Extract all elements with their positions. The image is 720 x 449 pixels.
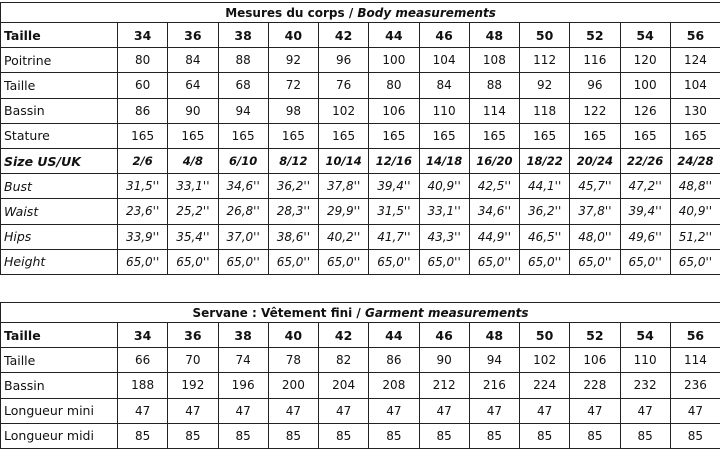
row-value: 112: [520, 48, 570, 73]
table-row: [1, 348, 720, 373]
row-value: 44: [369, 323, 419, 348]
row-value: 188: [118, 373, 168, 398]
table-row: [1, 174, 720, 199]
row-value: 165: [670, 123, 720, 148]
table-row: [1, 373, 720, 398]
garment-measurements-table: [0, 302, 720, 449]
row-value: 50: [520, 323, 570, 348]
table-title-fr: Servane : Vêtement fini /: [193, 306, 366, 320]
row-value: 34: [118, 23, 168, 48]
row-value: 4/8: [168, 148, 218, 173]
row-value: 56: [670, 23, 720, 48]
row-value: 10/14: [319, 148, 369, 173]
row-value: 39,4'': [369, 174, 419, 199]
row-value: 85: [469, 423, 519, 448]
row-value: 90: [419, 348, 469, 373]
row-value: 92: [520, 73, 570, 98]
row-value: 86: [118, 98, 168, 123]
row-value: 204: [319, 373, 369, 398]
row-value: 85: [268, 423, 318, 448]
row-value: 65,0'': [469, 249, 519, 274]
row-value: 44,1'': [520, 174, 570, 199]
row-value: 31,5'': [118, 174, 168, 199]
row-label: Height: [1, 249, 118, 274]
row-value: 165: [570, 123, 620, 148]
row-value: 47: [419, 398, 469, 423]
row-value: 76: [319, 73, 369, 98]
row-value: 88: [469, 73, 519, 98]
row-value: 48,8'': [670, 174, 720, 199]
row-value: 38: [218, 323, 268, 348]
row-value: 47: [469, 398, 519, 423]
row-value: 100: [620, 73, 670, 98]
row-label: Bassin: [1, 98, 118, 123]
row-value: 46: [419, 323, 469, 348]
row-value: 36,2'': [268, 174, 318, 199]
body-measurements-table: [0, 2, 720, 275]
row-value: 120: [620, 48, 670, 73]
row-value: 82: [319, 348, 369, 373]
row-value: 108: [469, 48, 519, 73]
row-value: 114: [469, 98, 519, 123]
row-value: 104: [419, 48, 469, 73]
row-value: 85: [218, 423, 268, 448]
row-value: 124: [670, 48, 720, 73]
row-value: 45,7'': [570, 174, 620, 199]
row-value: 51,2'': [670, 224, 720, 249]
row-value: 54: [620, 23, 670, 48]
row-value: 165: [218, 123, 268, 148]
row-value: 49,6'': [620, 224, 670, 249]
row-value: 33,1'': [168, 174, 218, 199]
row-value: 18/22: [520, 148, 570, 173]
row-value: 54: [620, 323, 670, 348]
row-value: 47: [520, 398, 570, 423]
row-value: 165: [168, 123, 218, 148]
row-value: 118: [520, 98, 570, 123]
row-value: 37,8'': [570, 199, 620, 224]
row-value: 200: [268, 373, 318, 398]
row-value: 122: [570, 98, 620, 123]
row-label: Bassin: [1, 373, 118, 398]
row-value: 25,2'': [168, 199, 218, 224]
row-value: 228: [570, 373, 620, 398]
row-value: 37,8'': [319, 174, 369, 199]
row-value: 2/6: [118, 148, 168, 173]
row-value: 47: [570, 398, 620, 423]
row-value: 43,3'': [419, 224, 469, 249]
row-label: Bust: [1, 174, 118, 199]
row-value: 68: [218, 73, 268, 98]
row-value: 36: [168, 23, 218, 48]
table-title-en: Garment measurements: [365, 306, 529, 320]
table-title: [1, 3, 720, 23]
table-row: [1, 224, 720, 249]
row-value: 104: [670, 73, 720, 98]
row-label: Taille: [1, 73, 118, 98]
row-value: 65,0'': [118, 249, 168, 274]
row-value: 40,2'': [319, 224, 369, 249]
row-value: 88: [218, 48, 268, 73]
row-value: 100: [369, 48, 419, 73]
row-label: Hips: [1, 224, 118, 249]
row-value: 65,0'': [570, 249, 620, 274]
row-value: 85: [620, 423, 670, 448]
row-value: 35,4'': [168, 224, 218, 249]
row-label: Longueur midi: [1, 423, 118, 448]
row-value: 46,5'': [520, 224, 570, 249]
row-value: 102: [319, 98, 369, 123]
row-value: 106: [369, 98, 419, 123]
row-value: 22/26: [620, 148, 670, 173]
row-value: 47: [218, 398, 268, 423]
row-value: 44: [369, 23, 419, 48]
row-value: 65,0'': [419, 249, 469, 274]
row-value: 165: [469, 123, 519, 148]
row-value: 50: [520, 23, 570, 48]
row-value: 165: [268, 123, 318, 148]
row-value: 39,4'': [620, 199, 670, 224]
row-value: 47: [168, 398, 218, 423]
row-value: 40,9'': [670, 199, 720, 224]
row-value: 192: [168, 373, 218, 398]
row-value: 78: [268, 348, 318, 373]
row-value: 34: [118, 323, 168, 348]
row-value: 38: [218, 23, 268, 48]
row-value: 165: [369, 123, 419, 148]
row-value: 165: [319, 123, 369, 148]
row-value: 65,0'': [520, 249, 570, 274]
row-value: 28,3'': [268, 199, 318, 224]
row-value: 33,9'': [118, 224, 168, 249]
row-value: 23,6'': [118, 199, 168, 224]
row-value: 48: [469, 323, 519, 348]
table-row: [1, 199, 720, 224]
table-row: [1, 98, 720, 123]
row-value: 94: [469, 348, 519, 373]
row-value: 12/16: [369, 148, 419, 173]
row-value: 47: [268, 398, 318, 423]
row-value: 85: [118, 423, 168, 448]
row-label: Longueur mini: [1, 398, 118, 423]
row-value: 165: [620, 123, 670, 148]
row-value: 90: [168, 98, 218, 123]
row-value: 130: [670, 98, 720, 123]
row-value: 165: [520, 123, 570, 148]
table-title: [1, 303, 720, 323]
row-label: Size US/UK: [1, 148, 118, 173]
row-value: 47: [670, 398, 720, 423]
table-title-row: [1, 303, 720, 323]
row-value: 16/20: [469, 148, 519, 173]
row-value: 85: [520, 423, 570, 448]
row-value: 65,0'': [268, 249, 318, 274]
row-value: 48: [469, 23, 519, 48]
row-value: 236: [670, 373, 720, 398]
table-row: [1, 48, 720, 73]
row-value: 40,9'': [419, 174, 469, 199]
row-value: 6/10: [218, 148, 268, 173]
row-value: 85: [570, 423, 620, 448]
row-value: 96: [570, 73, 620, 98]
row-value: 24/28: [670, 148, 720, 173]
row-value: 85: [168, 423, 218, 448]
table-row: [1, 423, 720, 448]
row-value: 65,0'': [670, 249, 720, 274]
row-value: 80: [369, 73, 419, 98]
row-value: 232: [620, 373, 670, 398]
row-value: 38,6'': [268, 224, 318, 249]
row-value: 72: [268, 73, 318, 98]
row-value: 110: [620, 348, 670, 373]
row-value: 65,0'': [620, 249, 670, 274]
row-value: 41,7'': [369, 224, 419, 249]
row-value: 37,0'': [218, 224, 268, 249]
table-title-en: Body measurements: [357, 6, 496, 20]
table-row: [1, 23, 720, 48]
row-value: 42: [319, 23, 369, 48]
row-value: 33,1'': [419, 199, 469, 224]
row-value: 52: [570, 23, 620, 48]
row-value: 85: [670, 423, 720, 448]
row-value: 47: [620, 398, 670, 423]
row-label: Taille: [1, 23, 118, 48]
row-value: 65,0'': [319, 249, 369, 274]
row-value: 40: [268, 323, 318, 348]
row-value: 65,0'': [168, 249, 218, 274]
row-value: 165: [118, 123, 168, 148]
row-label: Taille: [1, 348, 118, 373]
row-value: 74: [218, 348, 268, 373]
row-value: 208: [369, 373, 419, 398]
row-value: 216: [469, 373, 519, 398]
row-value: 34,6'': [218, 174, 268, 199]
table-row: [1, 73, 720, 98]
row-value: 94: [218, 98, 268, 123]
row-value: 47: [319, 398, 369, 423]
row-value: 8/12: [268, 148, 318, 173]
row-value: 47: [369, 398, 419, 423]
table-row: [1, 398, 720, 423]
row-value: 52: [570, 323, 620, 348]
row-value: 110: [419, 98, 469, 123]
table-row: [1, 148, 720, 173]
row-value: 212: [419, 373, 469, 398]
row-value: 26,8'': [218, 199, 268, 224]
row-value: 56: [670, 323, 720, 348]
row-value: 40: [268, 23, 318, 48]
row-label: Poitrine: [1, 48, 118, 73]
row-value: 20/24: [570, 148, 620, 173]
row-value: 66: [118, 348, 168, 373]
row-value: 92: [268, 48, 318, 73]
row-value: 47,2'': [620, 174, 670, 199]
table-row: [1, 249, 720, 274]
row-value: 85: [319, 423, 369, 448]
row-value: 96: [319, 48, 369, 73]
row-value: 46: [419, 23, 469, 48]
row-value: 106: [570, 348, 620, 373]
row-value: 42,5'': [469, 174, 519, 199]
row-value: 86: [369, 348, 419, 373]
row-value: 126: [620, 98, 670, 123]
row-value: 48,0'': [570, 224, 620, 249]
table-row: [1, 123, 720, 148]
row-value: 65,0'': [218, 249, 268, 274]
row-value: 80: [118, 48, 168, 73]
row-value: 42: [319, 323, 369, 348]
row-label: Stature: [1, 123, 118, 148]
row-value: 60: [118, 73, 168, 98]
row-value: 85: [369, 423, 419, 448]
row-value: 65,0'': [369, 249, 419, 274]
row-value: 47: [118, 398, 168, 423]
row-value: 85: [419, 423, 469, 448]
row-value: 98: [268, 98, 318, 123]
table-title-fr: Mesures du corps /: [225, 6, 357, 20]
row-value: 165: [419, 123, 469, 148]
row-value: 196: [218, 373, 268, 398]
row-value: 31,5'': [369, 199, 419, 224]
row-value: 114: [670, 348, 720, 373]
table-row: [1, 323, 720, 348]
row-value: 14/18: [419, 148, 469, 173]
row-value: 36: [168, 323, 218, 348]
row-label: Waist: [1, 199, 118, 224]
row-value: 102: [520, 348, 570, 373]
row-label: Taille: [1, 323, 118, 348]
table-title-row: [1, 3, 720, 23]
row-value: 29,9'': [319, 199, 369, 224]
row-value: 64: [168, 73, 218, 98]
row-value: 70: [168, 348, 218, 373]
row-value: 36,2'': [520, 199, 570, 224]
row-value: 84: [168, 48, 218, 73]
row-value: 44,9'': [469, 224, 519, 249]
row-value: 224: [520, 373, 570, 398]
row-value: 84: [419, 73, 469, 98]
row-value: 116: [570, 48, 620, 73]
row-value: 34,6'': [469, 199, 519, 224]
